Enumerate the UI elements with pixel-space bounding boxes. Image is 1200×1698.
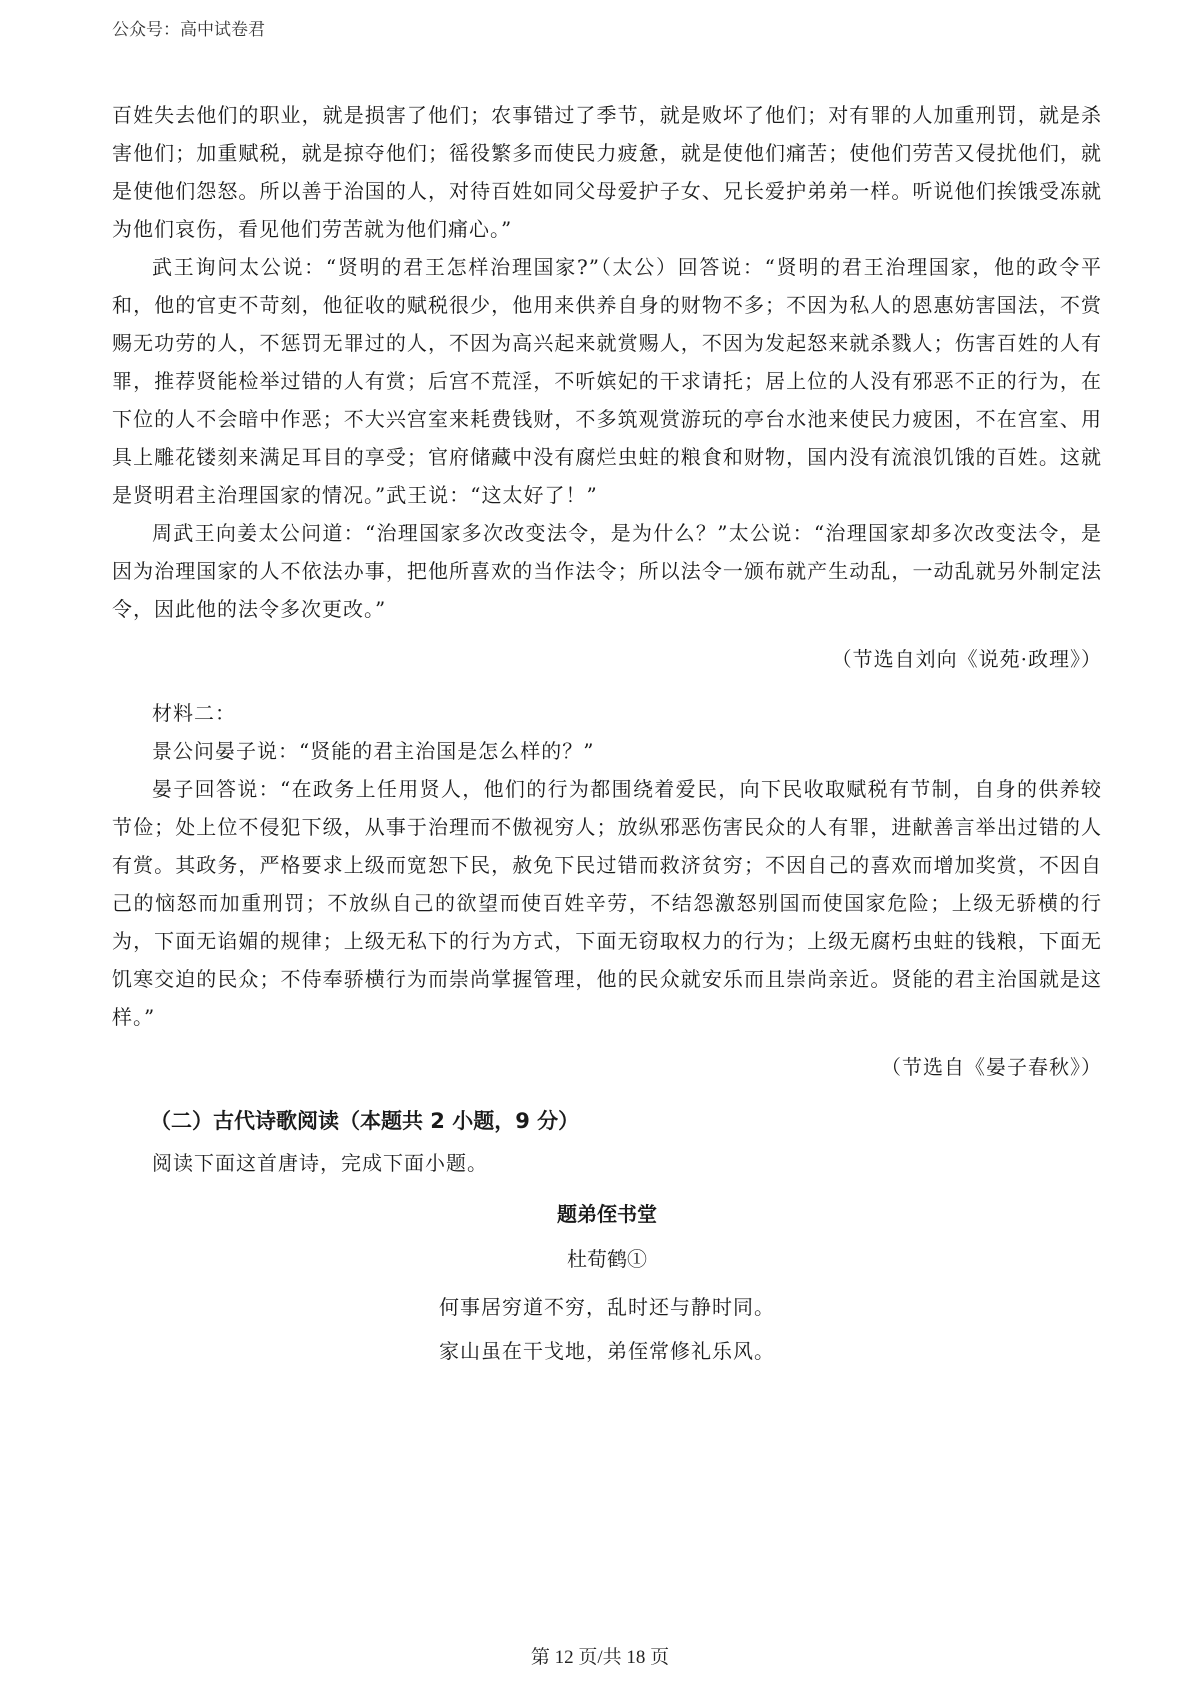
paragraph-1: 百姓失去他们的职业，就是损害了他们；农事错过了季节，就是败坏了他们；对有罪的人加重刑罚，就是杀害他们；加重赋税，就是掠夺他们；徭役繁多而使民力疲惫，就是使他们痛苦；使他们劳苦又侵扰他们，就是使他们怨怒。所以善于治国的人，对待百姓如同父母爱护子女、兄长爱护弟弟一样。听说他们挨饿受冻就为他们哀伤，看见他们劳苦就为他们痛心。” bbox=[112, 103, 1102, 241]
page-header: 公众号：高中试卷君 bbox=[112, 20, 265, 40]
poem-author: 杜荀鹤① bbox=[567, 1247, 647, 1271]
source-citation-1: （节选自刘向《说苑·政理》） bbox=[831, 647, 1102, 671]
section-heading: （二）古代诗歌阅读（本题共 2 小题，9 分） bbox=[150, 1109, 580, 1133]
poem-line-1: 何事居穷道不穷，乱时还与静时同。 bbox=[439, 1295, 775, 1319]
section-instruction: 阅读下面这首唐诗，完成下面小题。 bbox=[152, 1151, 488, 1175]
paragraph-4: 景公问晏子说：“贤能的君主治国是怎么样的？” bbox=[152, 739, 595, 763]
material-2-label: 材料二： bbox=[152, 701, 236, 725]
page-number: 第 12 页/共 18 页 bbox=[530, 1647, 670, 1668]
source-citation-2: （节选自《晏子春秋》） bbox=[881, 1055, 1102, 1079]
poem-title: 题弟侄书堂 bbox=[557, 1202, 657, 1226]
document-body bbox=[112, 96, 1102, 1376]
paragraph-5: 晏子回答说：“在政务上任用贤人，他们的行为都围绕着爱民，向下民收取赋税有节制，自身的供养较节俭；处上位不侵犯下级，从事于治理而不傲视穷人；放纵邪恶伤害民众的人有罪，进献善言举出过错的人有赏。其政务，严格要求上级而宽恕下民，赦免下民过错而救济贫穷；不因自己的喜欢而增加奖赏，不因自己的恼怒而加重刑罚；不放纵自己的欲望而使百姓辛劳，不结怨激怒别国而使国家危险；上级无骄横的行为，下面无谄媚的规律；上级无私下的行为方式，下面无窃取权力的行为；上级无腐朽虫蛀的钱粮，下面无饥寒交迫的民众；不侍奉骄横行为而崇尚掌握管理，他的民众就安乐而且崇尚亲近。贤能的君主治国就是这样。” bbox=[112, 777, 1102, 1029]
paragraph-2: 武王询问太公说：“贤明的君王怎样治理国家?”（太公）回答说：“贤明的君王治理国家，他的政令平和，他的官吏不苛刻，他征收的赋税很少，他用来供养自身的财物不多；不因为私人的恩惠妨害国法，不赏赐无功劳的人，不惩罚无罪过的人，不因为高兴起来就赏赐人，不因为发起怒来就杀戮人；伤害百姓的人有罪，推荐贤能检举过错的人有赏；后宫不荒淫，不听嫔妃的干求请托；居上位的人没有邪恶不正的行为，在下位的人不会暗中作恶；不大兴宫室来耗费钱财，不多筑观赏游玩的亭台水池来使民力疲困，不在宫室、用具上雕花镂刻来满足耳目的享受；官府储藏中没有腐烂虫蛀的粮食和财物，国内没有流浪饥饿的百姓。这就是贤明君主治理国家的情况。”武王说：“这太好了！” bbox=[112, 255, 1102, 507]
paragraph-3: 周武王向姜太公问道：“治理国家多次改变法令，是为什么？”太公说：“治理国家却多次改变法令，是因为治理国家的人不依法办事，把他所喜欢的当作法令；所以法令一颁布就产生动乱，一动乱就另外制定法令，因此他的法令多次更改。” bbox=[112, 521, 1102, 621]
poem-line-2: 家山虽在干戈地，弟侄常修礼乐风。 bbox=[439, 1339, 775, 1363]
